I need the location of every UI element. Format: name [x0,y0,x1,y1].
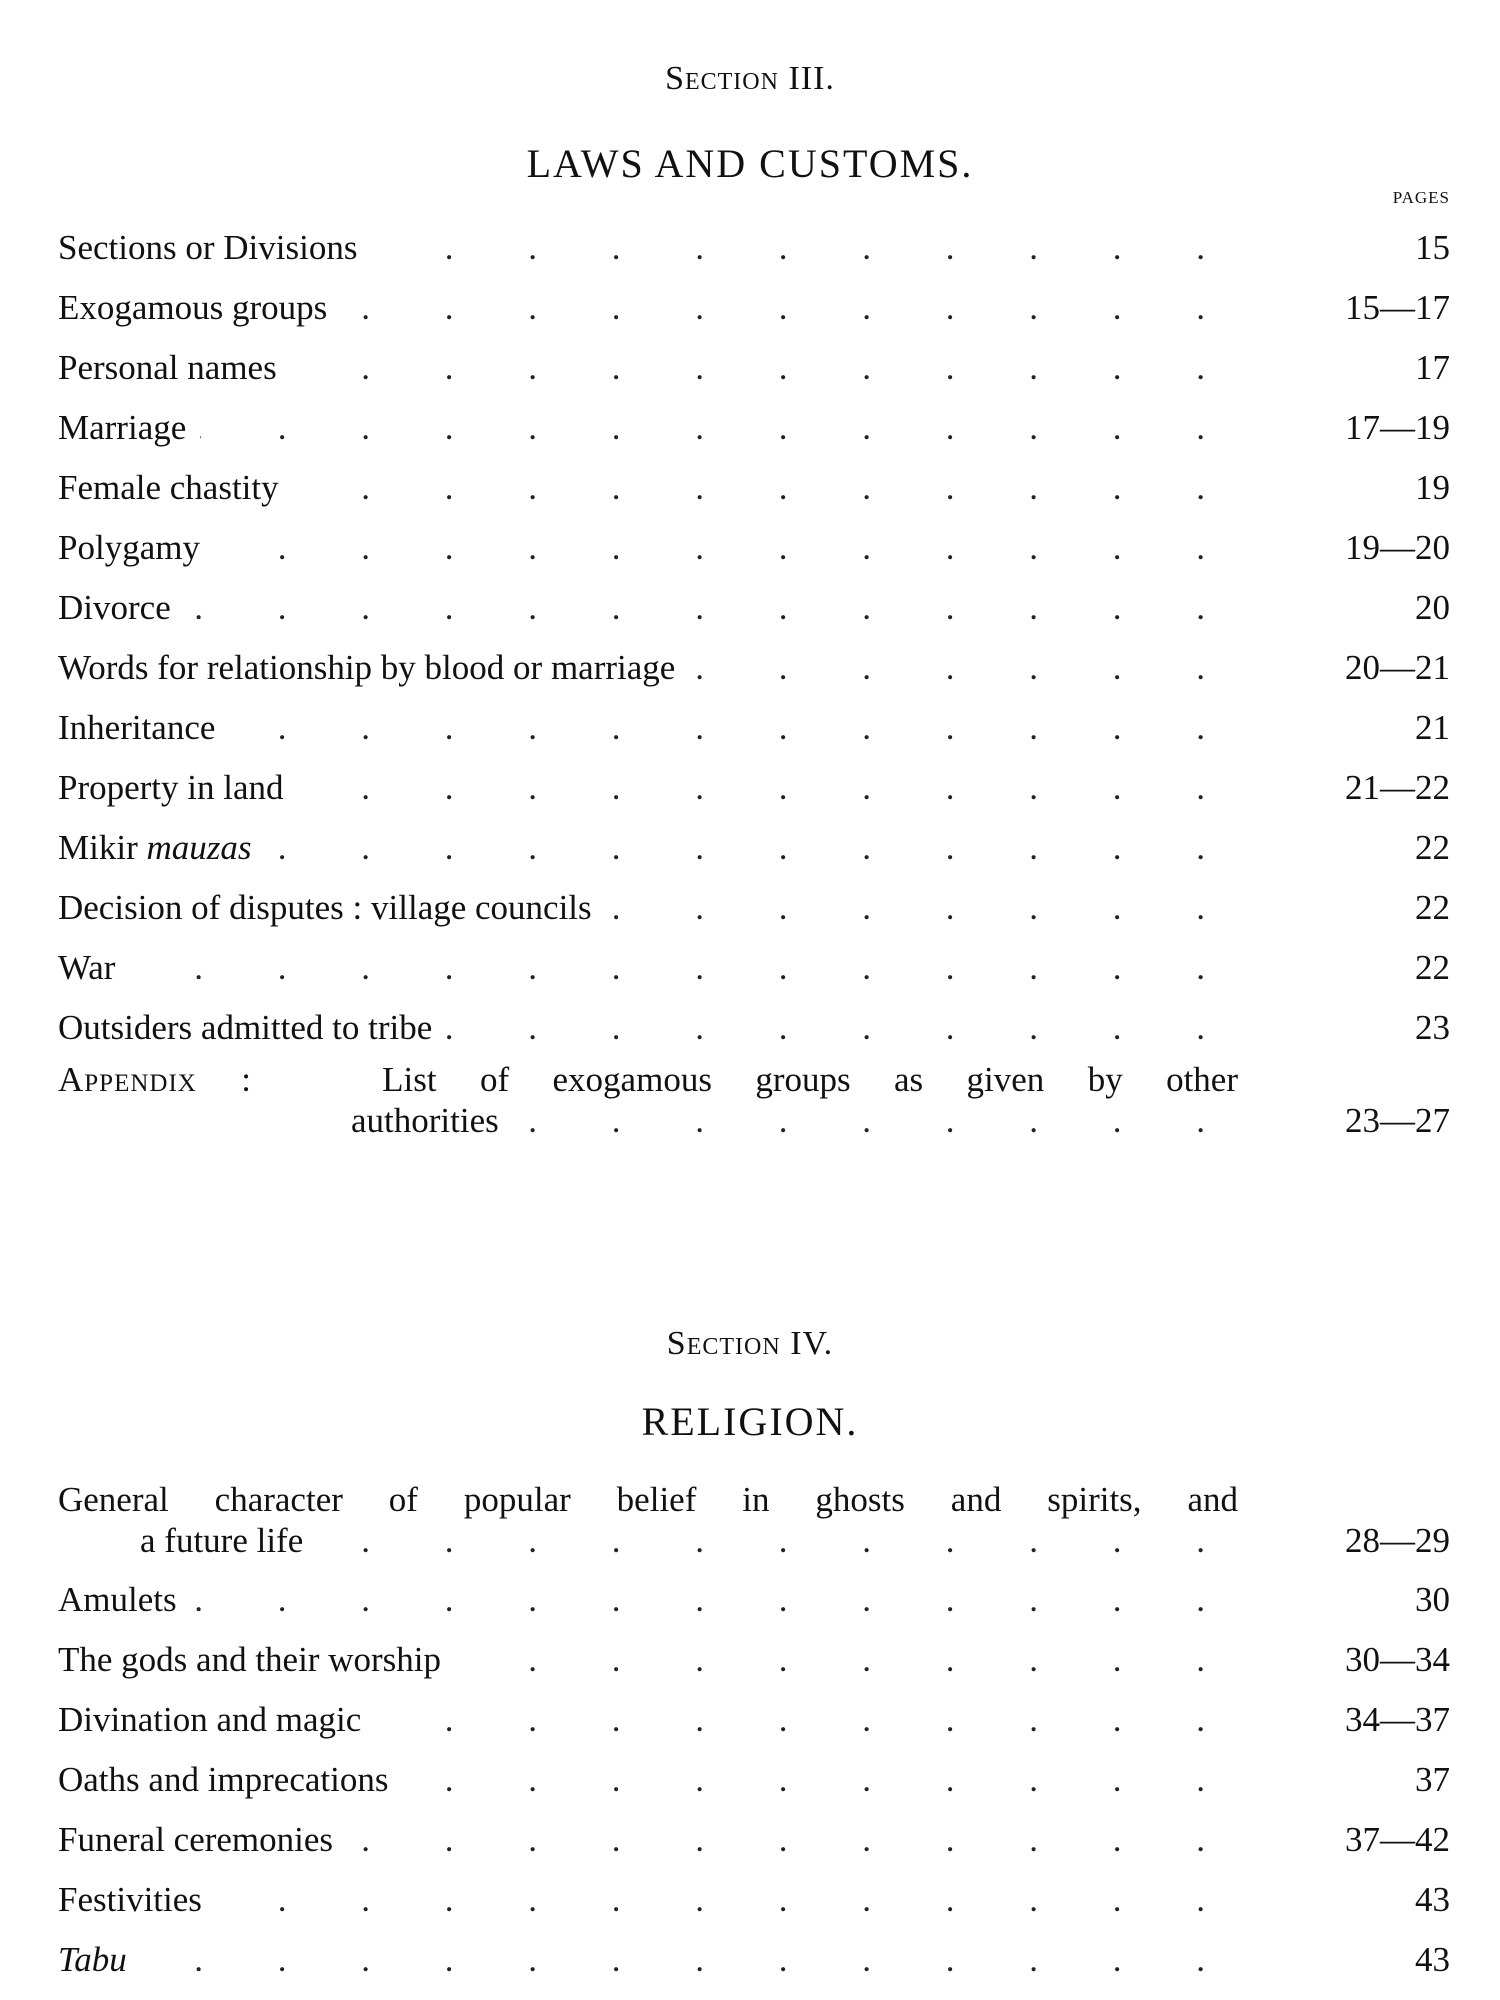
toc-entry-appendix [58,1058,1450,1150]
entry-label: Marriage [58,408,200,447]
entry-pages: 20 [1415,588,1450,627]
section-iv-title: RELIGION. [641,1399,859,1444]
toc-entry [58,518,1450,578]
section-iii-number: Section III. [665,60,835,97]
entry-label-prefix: Mikir [58,828,138,867]
entry-pages: 21 [1415,708,1450,747]
toc-entry [58,1630,1450,1690]
entry-pages: 23—27 [1345,1101,1450,1140]
entry-pages: 21—22 [1345,768,1450,807]
toc-entry [58,638,1450,698]
entry-pages: 22 [1415,888,1450,927]
entry-label: The gods and their worship [58,1640,455,1679]
toc-entry [58,338,1450,398]
entry-label: War [58,948,129,987]
entry-pages: 43 [1415,1940,1450,1979]
entry-label: Exogamous groups [58,288,341,327]
appendix-line2: authorities [351,1101,513,1140]
entry-label: Words for relationship by blood or marriage [58,648,689,687]
entry-pages: 34—37 [1345,1700,1450,1739]
entry-label: Property in land [58,768,298,807]
toc-entry [58,458,1450,518]
entry-label: Outsiders admitted to tribe [58,1008,446,1047]
toc-entry-multiline [58,1478,1450,1570]
entry-pages: 22 [1415,948,1450,987]
entry-pages: 15 [1415,228,1450,267]
entry-label: Polygamy [58,528,214,567]
entry-pages: 20—21 [1345,648,1450,687]
toc-entry [58,938,1450,998]
toc-entry [58,758,1450,818]
entry-label: Personal names [58,348,291,387]
entry-pages: 37 [1415,1760,1450,1799]
entry-second-line: a future life [140,1521,317,1560]
toc-entry [58,578,1450,638]
entry-label-italic: mauzas [146,828,252,867]
entry-label: Sections or Divisions [58,228,371,267]
entry-label: Divination and magic [58,1700,375,1739]
toc-entry [58,398,1450,458]
section-iii-contents [58,218,1450,1150]
entry-label: Female chastity [58,468,293,507]
toc-entry [58,218,1450,278]
entry-label: Oaths and imprecations [58,1760,402,1799]
section-iv-contents [58,1478,1450,1990]
section-iv-number: Section IV. [666,1325,834,1362]
entry-label-italic: Tabu [58,1940,127,1979]
toc-entry [58,1750,1450,1810]
entry-pages: 30 [1415,1580,1450,1619]
toc-entry [58,278,1450,338]
entry-pages: 43 [1415,1880,1450,1919]
toc-entry [58,878,1450,938]
entry-first-line: General character of popular belief in ghosts and spirits, and [58,1480,1238,1519]
entry-pages: 17—19 [1345,408,1450,447]
entry-label: Divorce [58,588,185,627]
toc-entry [58,698,1450,758]
entry-pages: 30—34 [1345,1640,1450,1679]
toc-entry [58,1930,1450,1990]
entry-label: Decision of disputes : village councils [58,888,606,927]
entry-pages: 28—29 [1345,1521,1450,1560]
section-iii-title: LAWS AND CUSTOMS. [526,141,974,186]
entry-label: Festivities [58,1880,216,1919]
toc-entry [58,1810,1450,1870]
entry-label [58,1940,141,1979]
toc-entry [58,1690,1450,1750]
entry-pages: 37—42 [1345,1820,1450,1859]
toc-entry [58,818,1450,878]
toc-entry [58,1570,1450,1630]
entry-pages: 19 [1415,468,1450,507]
entry-label [58,828,266,867]
entry-pages: 17 [1415,348,1450,387]
entry-label: Inheritance [58,708,229,747]
entry-pages: 15—17 [1345,288,1450,327]
toc-entry [58,1870,1450,1930]
appendix-prefix: Appendix : [58,1060,252,1099]
entry-label: Amulets [58,1580,191,1619]
entry-pages: 19—20 [1345,528,1450,567]
pages-column-header: PAGES [1392,188,1450,207]
entry-pages: 23 [1415,1008,1450,1047]
appendix-line1: List of exogamous groups as given by other [382,1060,1238,1099]
entry-pages: 22 [1415,828,1450,867]
toc-entry [58,998,1450,1058]
entry-label: Funeral ceremonies [58,1820,347,1859]
